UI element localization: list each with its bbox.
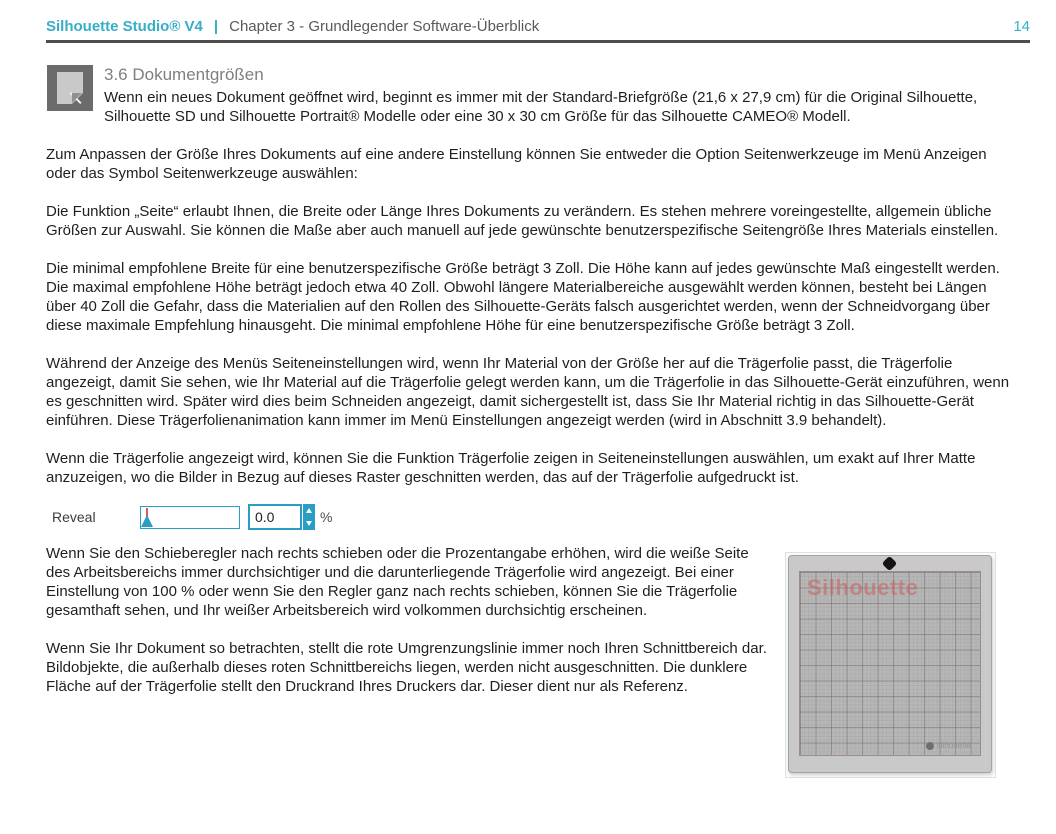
mat-grid	[799, 571, 981, 756]
section-document-sizes	[47, 65, 1012, 126]
brand-title: Silhouette Studio® V4	[46, 18, 203, 35]
cutting-mat-image	[785, 552, 996, 778]
spinner-up-icon[interactable]	[303, 504, 315, 517]
chapter-title: Chapter 3 - Grundlegender Software-Überblick	[229, 18, 540, 35]
slider-handle[interactable]	[141, 515, 153, 527]
section-heading: 3.6 Dokumentgrößen	[104, 65, 264, 84]
bottom-text-column	[46, 544, 776, 696]
reveal-value-group	[248, 504, 315, 530]
paragraph: Zum Anpassen der Größe Ihres Dokuments auf eine andere Einstellung können Sie entweder die Option Seitenwerkzeuge im Menü Anzeigen oder das Symbol Seitenwerkzeuge auswählen:	[46, 146, 987, 182]
paragraph: Die Funktion „Seite“ erlaubt Ihnen, die Breite oder Länge Ihres Dokuments zu verändern. Es stehen mehrere voreingestellte, allgemein übliche Größen zur Auswahl. Sie können die Maße aber auch manuell auf jede gewünschte benutzerspezifische Seitengröße Ihres Materials einstellen.	[46, 203, 999, 239]
section-intro-paragraph: Wenn ein neues Dokument geöffnet wird, beginnt es immer mit der Standard-Briefgröße (21,6 x 27,9 cm) für die Original Silhouette, Silhouette SD und Silhouette Portrait® Modelle oder eine 30 x 30 cm Größe für das Silhouette CAMEO® Modell.	[104, 89, 978, 125]
paragraph: Wenn die Trägerfolie angezeigt wird, können Sie die Funktion Trägerfolie zeigen in Seiteneinstellungen auswählen, um exakt auf Ihrer Matte anzuzeigen, wo die Bilder in Bezug auf dieses Raster geschnitten werden, das auf der Trägerfolie aufgedruckt ist.	[46, 450, 976, 486]
section-intro-text	[104, 65, 1012, 126]
paragraph: Wenn Sie den Schieberegler nach rechts schieben oder die Prozentangabe erhöhen, wird die weiße Seite des Arbeitsbereichs immer durchsichtiger und die darunterliegende Trägerfolie wird angezeigt. Bei einer Einstellung von 100 % oder wenn Sie den Regler ganz nach rechts schieben, können Sie die Trägerfolie gesamthaft sehen, und Ihr weißer Arbeitsbereich wird volkommen durchsichtig erscheinen.	[46, 545, 749, 619]
paragraph: Die minimal empfohlene Breite für eine benutzerspezifische Größe beträgt 3 Zoll. Die Höhe kann auf jedes gewünschte Maß eingestellt werden. Die maximal empfohlene Höhe beträgt jedoch etwa 40 Zoll. Obwohl längere Materialbereiche ausgewählt werden können, besteht bei Längen über 40 Zoll die Gefahr, dass die Materialien auf den Rollen des Silhouette-Geräts falsch ausgerichtet werden, wenn der Schneidvorgang über diese maximale Empfehlung hinausgeht. Die minimal empfohlene Höhe für eine benutzerspezifische Größe beträgt 3 Zoll.	[46, 260, 1000, 334]
mat-diamond-marker	[882, 556, 898, 572]
mat-watermark-text: Silhouette	[807, 575, 919, 600]
reveal-control	[52, 504, 1056, 530]
document-size-icon	[47, 65, 93, 111]
reveal-label: Reveal	[52, 509, 96, 525]
page-fold-shape	[72, 93, 82, 103]
manual-page	[0, 18, 1056, 834]
percent-unit-label: %	[320, 509, 333, 525]
mat-frame	[788, 555, 992, 773]
paragraph: Während der Anzeige des Menüs Seiteneinstellungen wird, wenn Ihr Material von der Größe her auf die Trägerfolie passt, die Trägerfolie angezeigt, damit Sie sehen, wie Ihr Material auf die Trägerfolie gelegt werden kann, um die Trägerfolie in das Silhouette-Gerät einzuführen, wenn es geschnitten wird. Später wird dies beim Schneiden angezeigt, damit sichergestellt ist, dass Sie Ihr Material richtig in das Silhouette-Gerät einführen. Diese Trägerfolienanimation kann immer im Menü Einstellungen angezeigt werden (wird in Abschnitt 3.9 behandelt).	[46, 355, 1010, 429]
page-header	[46, 18, 1030, 43]
reveal-value-input[interactable]	[248, 504, 302, 530]
mat-logo	[926, 741, 971, 750]
mat-logo-icon	[926, 742, 934, 750]
spinner-down-icon[interactable]	[303, 517, 315, 530]
paragraph: Wenn Sie Ihr Dokument so betrachten, stellt die rote Umgrenzungslinie immer noch Ihren Schnittbereich dar. Bildobjekte, die außerhalb dieses roten Schnittbereichs liegen, werden nicht ausgeschnitten. Die dunklere Fläche auf der Trägerfolie stellt den Druckrand Ihres Druckers dar. Dieser dient nur als Referenz.	[46, 640, 767, 695]
reveal-slider[interactable]	[140, 506, 240, 529]
reveal-spinner	[303, 504, 315, 530]
mat-logo-text: silhouette	[936, 741, 971, 750]
page-number: 14	[1013, 18, 1030, 35]
header-separator: |	[213, 18, 219, 35]
